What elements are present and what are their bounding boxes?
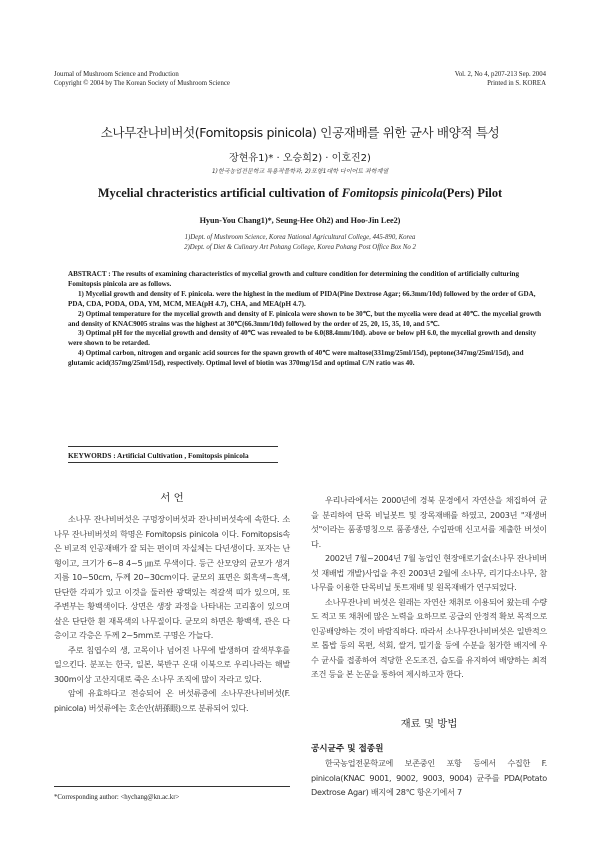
affiliation-english-2: 2)Dept. of Diet & Culinary Art Pohang College, Korea Pohang Post Office Box No 2 <box>184 244 416 251</box>
title-english-suffix: (Pers) Pilot <box>442 186 503 200</box>
affiliation-korean: 1)한국농업전문학교 특용작물학과, 2)포항1대학 다이어트 과학계열 <box>211 168 389 175</box>
intro-paragraph-1: 소나무 잔나비버섯은 구멍장이버섯과 잔나비버섯속에 속한다. 소나무 잔나비버섯의 학명은 Fomitopsis pinicola 이다. Fomitopsis속은 비교적 인공재배가 잘 되는 편이며 자실체는 다년생이다. 포자는 난형이고, 크기가 6~8 4~5 ㎛로 무색이다. 등근 산모양의 균모가 생겨 지름 10~50cm, 두께 20~30cm이다. 균모의 표면은 회흑색~흑색, 단단한 각피가 있고 이것을 둘러싼 광택있는 적갈색 띠가 있으며, 또 주변부는 황백색이다. 상면은 생장 과정을 나타내는 고리홈이 있으며 살은 단단한 흰 재목색의 나무질이다. 균모의 하면은 황백색, 관은 다층이고 각층은 두께 2~5mm로 구명은 가늘다. <box>54 514 290 640</box>
abstract-point-2: 2) Optimal temperature for the mycelial growth and density of F. pinicola were shown to be 30℃, but the mycelia were dead at 40℃. the mycelial growth and density of KNAC9005 strains was the highest at 30℃(66.3mm/10d) followed by the order of 25, 20, 15, 35, 10, and 5℃. <box>68 309 542 328</box>
right-column <box>311 493 547 682</box>
intro-paragraph-4: 우리나라에서는 2000년에 경북 문경에서 자연산을 채집하여 균을 분리하여 단목 비닐봇트 및 장목재배를 하였고, 2003년 "재생버섯"이라는 품종명칭으로 품종생산, 수입판매 신고서를 제출한 버섯이다. <box>311 495 547 549</box>
left-column <box>54 512 290 715</box>
affiliation-english-1: 1)Dept. of Mushroom Science, Korea National Agricultural College, 445-890, Korea <box>184 234 416 241</box>
title-english-species: Fomitopsis pinicola <box>341 186 443 200</box>
abstract-point-1: 1) Mycelial growth and density of F. pinicola. were the highest in the medium of PIDA(Pine Dextrose Agar; 66.3mm/10d) followed by the order of GDA, PDA, CDA, PODA, ODA, YM, MCM, MEA(pH 4.7), CHA, and MEA(pH 4.7). <box>68 289 536 308</box>
intro-paragraph-6: 소나무잔나비 버섯은 원래는 자연산 채취로 이용되어 왔는데 수량도 적고 또 채취에 많은 노력을 요하므로 공급의 안정적 확보 목적으로 인공배양하는 것이 바람직하다. 따라서 소나무잔나비버섯은 일반적으로 톱밥 등의 목편, 석회, 쌀겨, 밀기울 등에 수분을 첨가한 배지에 우수 균사를 접종하여 적당한 온도조건, 습도를 유지하여 배양하는 최적조건 등을 본 논문을 통하여 제시하고자 한다. <box>311 596 547 679</box>
intro-paragraph-2: 주로 침엽수의 생, 고목이나 넘어진 나무에 발생하며 갈색부후를 일으킨다. 분포는 한국, 일본, 북반구 온대 이북으로 우리나라는 해발 300m이상 고산지대로 죽은 소나무 조직에 많이 자라고 있다. <box>54 644 290 684</box>
keywords-top-rule <box>68 446 278 447</box>
section-heading-introduction: 서 언 <box>160 492 184 504</box>
footnote-rule <box>54 786 290 787</box>
authors-english: Hyun-You Chang1)*, Seung-Hee Oh2) and Hoo-Jin Lee2) <box>199 216 401 225</box>
abstract-point-3: 3) Optimal pH for the mycelial growth and density of 40℃ was revealed to be 6.0(88.4mm/10d). above or below pH 6.0, the mycelial growth and density were shown to be retarded. <box>68 329 537 348</box>
keywords-bottom-rule <box>68 462 278 463</box>
printed-in: Printed in S. KOREA <box>487 80 546 87</box>
abstract <box>68 270 544 369</box>
methods-paragraph-1: 한국농업전문학교에 보존중인 포항 등에서 수집한 F. pinicola(KNAC 9001, 9002, 9003, 9004) 균주를 PDA(Potato Dextrose Agar) 배지에 28℃ 항온기에서 7 <box>311 758 547 797</box>
subsection-heading-strains: 공시균주 및 접종원 <box>311 744 384 754</box>
copyright: Copyright © 2004 by The Korean Society of Mushroom Science <box>54 80 230 87</box>
volume-info: Vol. 2, No 4, p207-213 Sep. 2004 <box>454 71 546 78</box>
title-english-prefix: Mycelial chracteristics artificial cultivation of <box>97 186 339 200</box>
keywords: KEYWORDS : Artificial Cultivation , Fomitopsis pinicola <box>68 451 249 460</box>
intro-paragraph-3: 암에 유효하다고 전승되어 온 버섯류중에 소나무잔나비버섯(F. pinicola) 버섯류에는 호손안(胡孫眼)으로 분류되어 있다. <box>54 688 290 713</box>
abstract-point-4: 4) Optimal carbon, nitrogen and organic acid sources for the spawn growth of 40℃ were maltose(331mg/25ml/15d), peptone(347mg/25ml/15d), and glutamic acid(357mg/25ml/15d), respectively. Optimal level of biotin was 370mg/15d and optimal C/N ratio was 40. <box>68 349 524 368</box>
methods-text <box>311 756 547 800</box>
intro-paragraph-5: 2002년 7월~2004년 7월 농업인 현장애로기술(소나무 잔나비버섯 재배법 개발)사업을 추진 2003년 2월에 소나무, 리기다소나무, 참나무를 이용한 단목비닐 톳트재배 및 원목재배가 연구되었다. <box>311 553 547 592</box>
authors-korean: 장현유1)* · 오승희2) · 이호진2) <box>229 153 371 164</box>
section-heading-methods: 재료 및 방법 <box>400 718 458 730</box>
journal-name: Journal of Mushroom Science and Production <box>54 71 179 78</box>
title-english <box>40 186 560 201</box>
corresponding-author-footnote: *Corresponding author: <hychang@kn.ac.kr> <box>54 794 180 801</box>
title-korean: 소나무잔나비버섯(Fomitopsis pinicola) 인공재배를 위한 균사 배양적 특성 <box>100 125 500 140</box>
abstract-intro: ABSTRACT : The results of examining characteristics of mycelial growth and culture condition for determining the condition of artificially culturing Fomitopsis pinicola are as follows. <box>68 270 520 288</box>
